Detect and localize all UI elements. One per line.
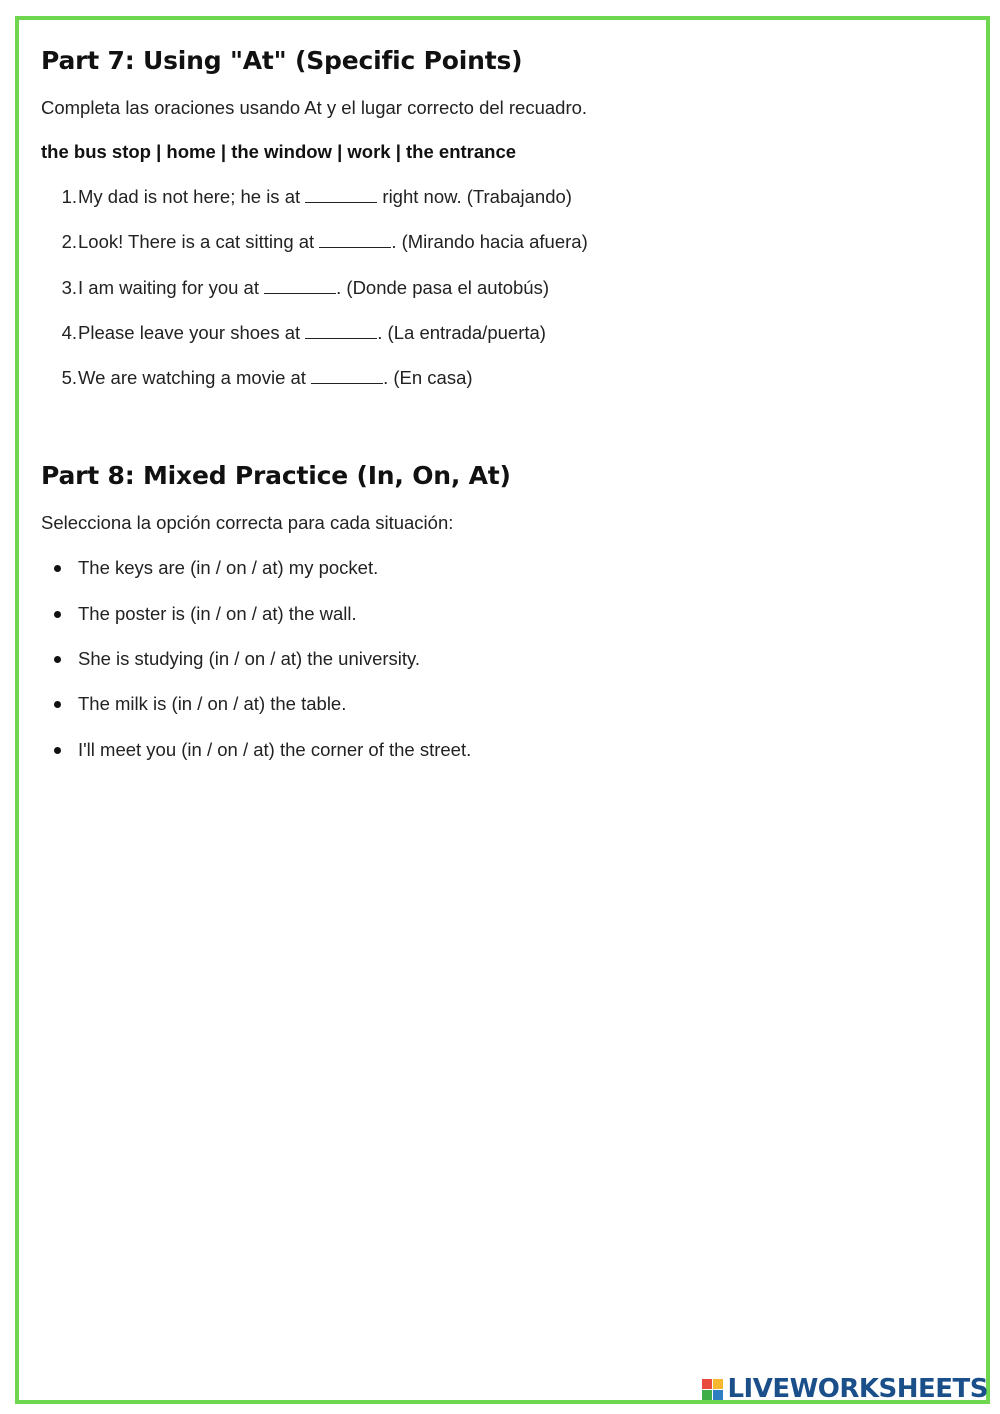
bullet-icon bbox=[54, 611, 61, 618]
sentence-end: right now. (Trabajando) bbox=[377, 186, 572, 207]
item-number: 3. bbox=[61, 276, 77, 298]
sentence-end: . (Donde pasa el autobús) bbox=[336, 276, 550, 298]
answer-blank[interactable] bbox=[311, 367, 383, 384]
answer-blank[interactable] bbox=[305, 186, 377, 203]
list-item bbox=[41, 276, 961, 321]
sentence-start: Please leave your shoes at bbox=[78, 321, 306, 343]
item-number: 4. bbox=[61, 321, 77, 343]
answer-blank[interactable] bbox=[305, 322, 377, 339]
list-item bbox=[41, 230, 961, 275]
item-number: 1. bbox=[61, 186, 77, 207]
item-text: The milk is (in / on / at) the table. bbox=[78, 693, 347, 715]
liveworksheets-logo[interactable] bbox=[702, 1372, 988, 1406]
part7-title: Part 7: Using "At" (Specific Points) bbox=[41, 46, 523, 75]
item-text: The poster is (in / on / at) the wall. bbox=[78, 602, 357, 624]
sentence-end: . (Mirando hacia afuera) bbox=[391, 231, 588, 253]
item-number: 5. bbox=[61, 367, 77, 389]
item-text: The keys are (in / on / at) my pocket. bbox=[78, 557, 379, 579]
list-item bbox=[41, 692, 961, 737]
bullet-icon bbox=[54, 656, 61, 663]
sentence-start: My dad is not here; he is at bbox=[78, 186, 306, 207]
sentence-start: Look! There is a cat sitting at bbox=[78, 231, 320, 253]
worksheet-content bbox=[41, 40, 961, 783]
sentence-end: . (En casa) bbox=[383, 367, 473, 389]
list-item bbox=[41, 321, 961, 366]
part8-instructions: Selecciona la opción correcta para cada situación: bbox=[41, 512, 454, 534]
part7-list bbox=[41, 185, 961, 411]
part7-instructions: Completa las oraciones usando At y el lugar correcto del recuadro. bbox=[41, 97, 588, 118]
answer-blank[interactable] bbox=[264, 277, 336, 294]
part8-title: Part 8: Mixed Practice (In, On, At) bbox=[41, 461, 511, 491]
list-item bbox=[41, 366, 961, 411]
item-text: She is studying (in / on / at) the university. bbox=[78, 648, 421, 670]
list-item bbox=[41, 738, 961, 783]
bullet-icon bbox=[54, 701, 61, 708]
logo-text: LIVEWORKSHEETS bbox=[727, 1374, 988, 1404]
logo-grid-icon bbox=[702, 1379, 723, 1400]
word-bank: the bus stop | home | the window | work | the entrance bbox=[41, 141, 517, 162]
item-text: I'll meet you (in / on / at) the corner of the street. bbox=[78, 738, 472, 760]
list-item bbox=[41, 602, 961, 647]
bullet-icon bbox=[54, 565, 61, 572]
list-item bbox=[41, 185, 961, 230]
list-item bbox=[41, 556, 961, 601]
sentence-start: I am waiting for you at bbox=[78, 276, 265, 298]
bullet-icon bbox=[54, 747, 61, 754]
answer-blank[interactable] bbox=[319, 231, 391, 248]
part8-list bbox=[41, 556, 961, 782]
sentence-start: We are watching a movie at bbox=[78, 367, 312, 389]
item-number: 2. bbox=[61, 231, 77, 253]
list-item bbox=[41, 647, 961, 692]
sentence-end: . (La entrada/puerta) bbox=[377, 321, 546, 343]
